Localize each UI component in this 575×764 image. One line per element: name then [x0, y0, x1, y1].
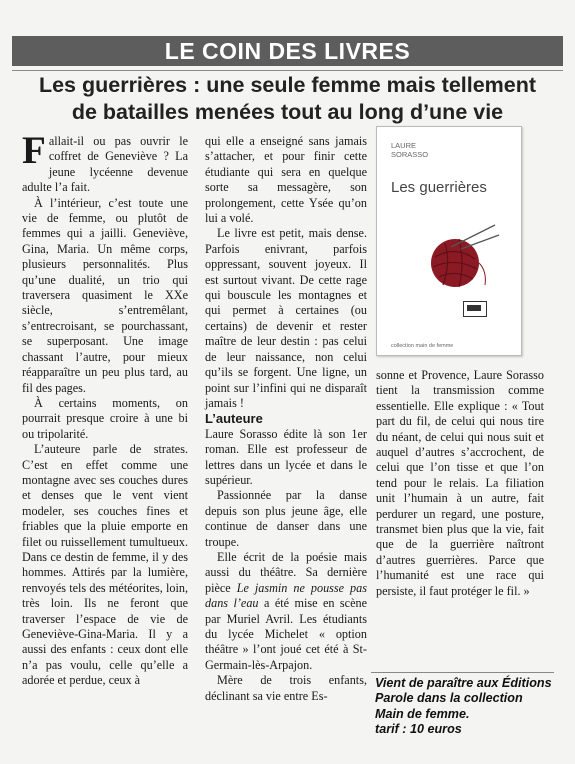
paragraph: À certains moments, on pourrait presque croire à une bi ou tripolarité. [22, 395, 188, 441]
drop-cap: F [22, 129, 46, 172]
publisher-logo [463, 301, 487, 317]
publication-info: Vient de paraître aux Éditions Parole dans la collection Main de femme. [375, 676, 552, 721]
play-title: Le jasmin ne pousse pas dans l’eau [205, 580, 367, 611]
headline-line-1: Les guerrières : une seule femme mais tellement [38, 73, 537, 97]
subheading-author: L’auteure [205, 411, 263, 427]
section-title: LE COIN DES LIVRES [164, 38, 411, 64]
paragraph: L’auteure parle de strates. C’est en effet comme une montagne avec ses couches dures et denses que le vent vient modeler, ses couches fines et friables que la pluie emporte en filet ou ruissellement tumultueux. Dans ce destin de femme, il y des hommes. Attirés par la lumière, renvoyés tels des météorites, loin, très loin. Ils ne feront que traverser l’espace de vie de Geneviève-Gina-Maria. Il y a aussi des enfants : ceux dont elle n’a pas voulu, celle qu’elle a adorée et perdue, ceux à [22, 442, 188, 688]
paragraph: À l’intérieur, c’est toute une vie de femme, ou plutôt de femmes qui a jailli. Geneviève, Gina, Maria. Un même corps, plusieurs personnalités. Plus qu’une dualité, un trio qui traversera quasiment le XXe siècle, s’entremêlant, s’entrecroisant, se pourchassant, se superposant. Une image chassant l’autre, pour mieux réapparaître un peu plus tard, au fil des pages. [22, 195, 188, 395]
book-cover-image [376, 126, 522, 356]
book-collection: collection main de femme [391, 343, 454, 349]
paragraph: Laure Sorasso édite là son 1er roman. Elle est professeur de lettres dans un lycée et dans le supérieur. [205, 426, 367, 487]
article-column-1 [22, 129, 188, 689]
article-column-2 [205, 134, 367, 704]
book-title: Les guerrières [391, 179, 487, 196]
publication-note [375, 676, 553, 738]
paragraph: sonne et Provence, Laure Sorasso tient la transmission comme essentielle. Elle explique : « Tout part du fil, de celui qui nous tire du néant, de celui qui nous suit et auquel d’autres s’accrochent, de celui que l’on tisse et que l’on tend pour le relais. La filiation unit l’humain à un autre, fait perdurer un regard, une posture, transmet bien plus que la vie, fait que de la guerrière naîtront d’autres guerrières. Parce que l’humanité est une race qui persiste, il faut protéger le fil. » [376, 368, 544, 598]
paragraph [22, 129, 188, 196]
divider [12, 70, 563, 71]
paragraph-text: Elle écrit de la poésie mais aussi du théâtre. Sa dernière pièce [205, 549, 367, 595]
paragraph: Mère de trois enfants, déclinant sa vie entre Es- [205, 673, 367, 703]
section-banner [12, 36, 563, 66]
book-author: LAURE SORASSO [391, 141, 429, 159]
headline-line-2: de batailles menées tout au long d’une vie [71, 100, 504, 124]
paragraph-text: allait-il ou pas ouvrir le coffret de Geneviève ? La jeune lycéenne devenue adulte l’a fait. [22, 134, 188, 195]
yarn-ball-icon [421, 223, 501, 295]
price: tarif : 10 euros [375, 722, 462, 737]
article-headline [12, 72, 563, 126]
paragraph-text: a été mise en scène par Muriel Avril. Les étudiants du lycée Michelet « option théâtre » l’ont joué cet été à St-Germain-lès-Arpajon. [205, 596, 367, 672]
article-column-3 [376, 368, 544, 599]
paragraph: qui elle a enseigné sans jamais s’attacher, et pour finir cette étudiante qui sera en quelque sorte sa messagère, son prolongement, cette Ysée qu’on lui a volé. [205, 134, 367, 226]
paragraph: Passionnée par la danse depuis son plus jeune âge, elle continue de danser dans une troupe. [205, 488, 367, 549]
divider [371, 672, 554, 673]
paragraph [205, 550, 367, 673]
paragraph: Le livre est petit, mais dense. Parfois enivrant, parfois oppressant, souvent joyeux. Il est surtout vivant. De cette rage qui bouscule les montagnes et qui permet à certaines (ou certains) de devenir et rester maître de leur destin : pas celui de leur naissance, non celui qu’ils se forgent. Une ligne, un point sur l’infini qui ne disparaît jamais ! [205, 226, 367, 410]
